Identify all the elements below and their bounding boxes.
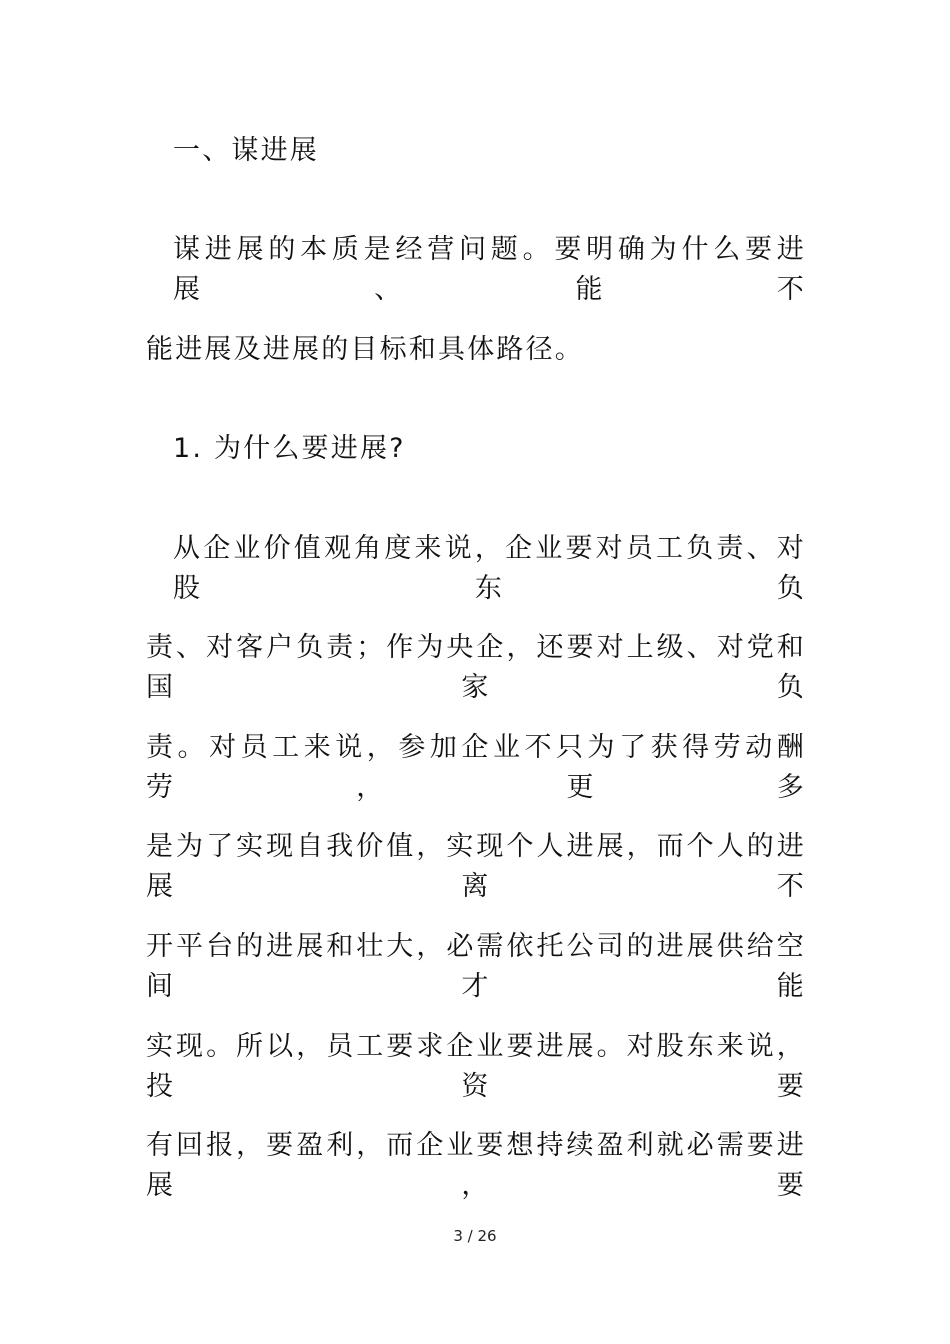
paragraph-line: 开平台的进展和壮大，必需依托公司的进展供给空间才能 (146, 931, 806, 1002)
paragraph-line: 能进展及进展的目标和具体路径。 (146, 334, 584, 365)
section-heading: 一、谋进展 (173, 135, 319, 166)
paragraph-line: 有回报，要盈利，而企业要想持续盈利就必需要进展，要 (146, 1130, 806, 1201)
paragraph-line: 实现。所以，员工要求企业要进展。对股东来说，投资要 (146, 1031, 806, 1102)
paragraph-line: 责。对员工来说，参加企业不只为了获得劳动酬劳，更多 (146, 732, 806, 803)
paragraph-line: 从企业价值观角度来说，企业要对员工负责、对股东负 (173, 533, 806, 604)
paragraph-line: 是为了实现自我价值，实现个人进展，而个人的进展离不 (146, 831, 806, 902)
paragraph-line: 责、对客户负责；作为央企，还要对上级、对党和国家负 (146, 632, 806, 703)
subsection-heading: 1. 为什么要进展? (173, 433, 406, 464)
paragraph-line: 谋进展的本质是经营问题。要明确为什么要进展、能不 (173, 234, 806, 305)
page-number: 3 / 26 (453, 1227, 497, 1245)
